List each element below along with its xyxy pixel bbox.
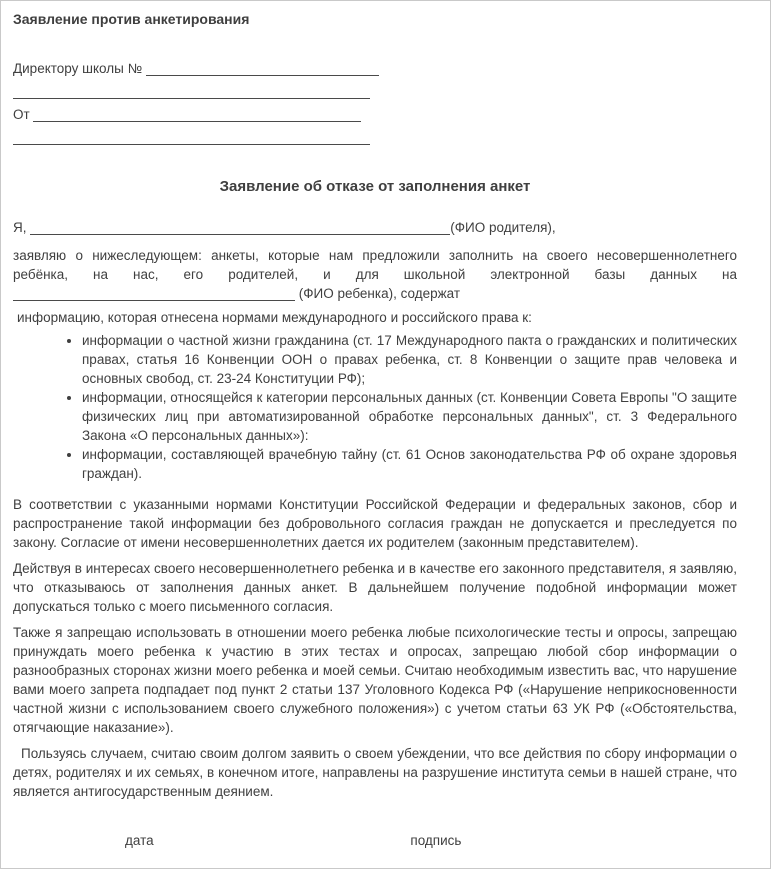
- addressee-to-row: [13, 59, 737, 82]
- intro-suffix: (ФИО родителя),: [450, 220, 556, 235]
- paragraph-refusal: Действуя в интересах своего несовершеннолетнего ребенка и в качестве его законного представителя, я заявляю, что отказываюсь от заполнения данных анкет. В дальнейшем получение подобной информации может допускаться только с моего письменного согласия.: [13, 561, 737, 614]
- statement-text-after: (ФИО ребенка), содержат: [298, 286, 461, 301]
- addressee-from-row: [13, 105, 737, 128]
- document-title: Заявление об отказе от заполнения анкет: [219, 178, 531, 195]
- document-heading: Заявление против анкетирования: [13, 11, 250, 27]
- intro-prefix: Я,: [13, 220, 27, 235]
- addressee-blank-line-2: [13, 131, 370, 145]
- signature-row: [13, 831, 737, 850]
- list-item-medical-secrecy: • информации, составляющей врачебную тайну (ст. 61 Основ законодательства РФ об охране здоровья граждан).: [82, 445, 737, 483]
- parent-name-blank: [30, 221, 450, 235]
- school-number-blank: [146, 62, 379, 76]
- child-name-blank: [13, 287, 295, 301]
- list-item-private-life: • информации о частной жизни гражданина (ст. 17 Международного пакта о гражданских и политических правах, статья 16 Конвенции ООН о правах ребенка, ст. 8 Конвенции о защите прав человека и основных свобод, ст. 23-24 Конституции РФ);: [82, 331, 737, 388]
- statement-text-before: заявляю о нижеследующем: анкеты, которые нам предложили заполнить на своего несовершеннолетнего ребёнка, на нас, его родителей, и для школьной электронной базы данных на: [13, 248, 737, 282]
- date-label: дата: [125, 833, 154, 848]
- legal-references-list: [13, 331, 737, 483]
- from-name-blank: [33, 108, 361, 122]
- paragraph-conclusion: Пользуясь случаем, считаю своим долгом заявить о своем убеждении, что все действия по сбору информации о детях, родителях и их семьях, в конечном итоге, направлены на разрушение института семьи в нашей стране, что является антигосударственным деянием.: [13, 746, 737, 799]
- addressee-blank-line-1: [13, 85, 370, 99]
- signature-label: подпись: [410, 833, 462, 848]
- paragraph-constitution: В соответствии с указанными нормами Конституции Российской Федерации и федеральных законов, сбор и распространение такой информации без добровольного согласия граждан не допускается и преследуется по закону. Согласие от имени несовершеннолетних дается их родителем (законным представителем).: [13, 497, 737, 550]
- info-intro-paragraph: информацию, которая отнесена нормами международного и российского права к:: [17, 310, 532, 325]
- addressee-to-label: Директору школы №: [13, 61, 143, 76]
- addressee-blank-row-2: [13, 128, 737, 151]
- addressee-from-label: От: [13, 107, 30, 122]
- list-item-personal-data: • информации, относящейся к категории персональных данных (ст. Конвенции Совета Европы "О защите физических лиц при автоматизированной обработке персональных данных", ст. 3 Федерального Закона «О персональных данных»):: [82, 388, 737, 445]
- statement-paragraph: [13, 246, 737, 303]
- addressee-blank-row-1: [13, 82, 737, 105]
- paragraph-prohibition: Также я запрещаю использовать в отношении моего ребенка любые психологические тесты и опросы, запрещаю принуждать моего ребенка к участию в этих тестах и опросах, запрещаю любой сбор информации о разнообразных сторонах жизни моего ребенка и моей семьи. Считаю необходимым известить вас, что нарушение вами моего запрета подпадает под пункт 2 статьи 137 Уголовного Кодекса РФ («Нарушение неприкосновенности частной жизни с использованием своего служебного положения») с учетом статьи 63 УК РФ («Обстоятельства, отягчающие наказание»).: [13, 625, 737, 735]
- intro-row: [13, 218, 737, 241]
